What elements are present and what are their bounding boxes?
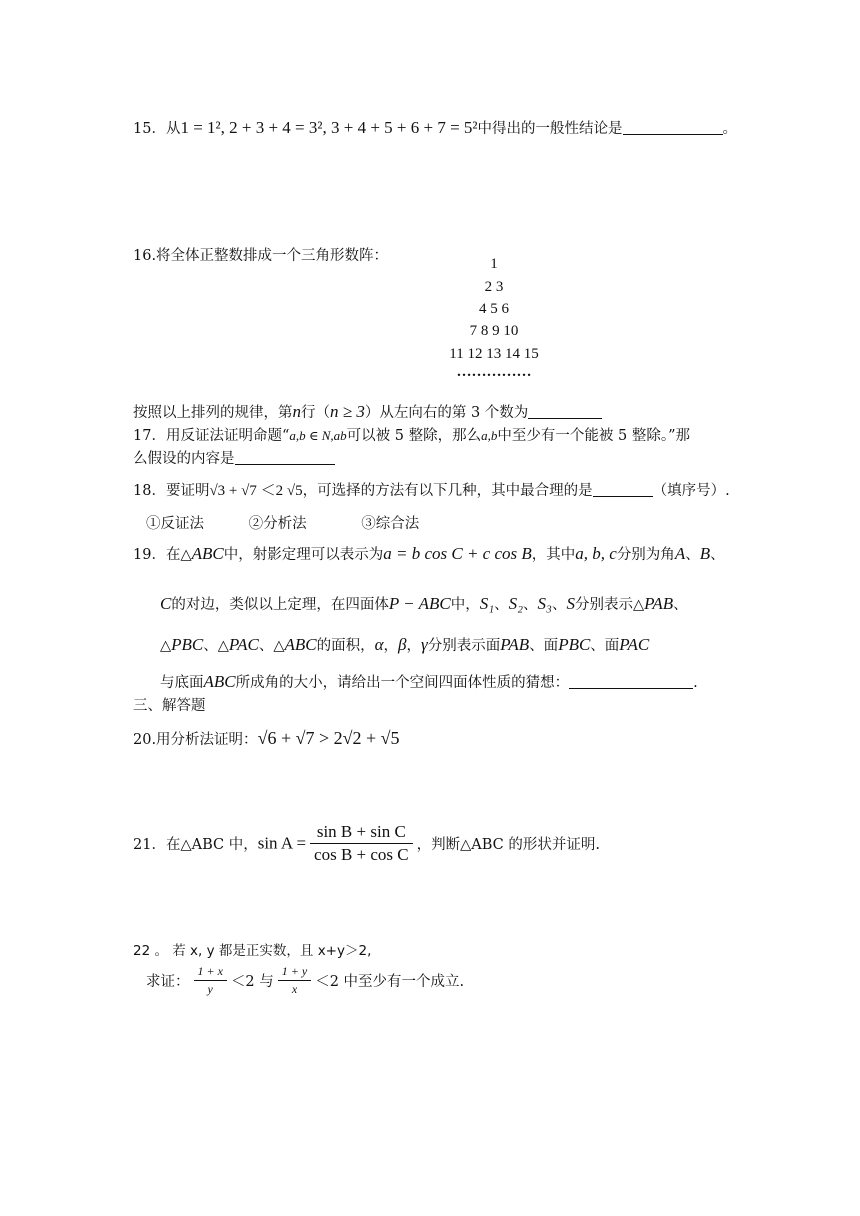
q16-question: [133, 401, 602, 422]
q15-prefix: 从: [165, 121, 181, 137]
q22-f2-num: 1 + y: [278, 964, 311, 981]
q19-line4: [160, 671, 698, 692]
q17-text-a: 17．用反证法证明命题“: [133, 428, 290, 444]
q22-fraction-2: [278, 964, 311, 997]
q19-m: α: [374, 635, 384, 654]
q19-t: 中，射影定理可以表示为: [223, 547, 384, 563]
q16-desc-a: 按照以上排列的规律，第: [133, 405, 293, 421]
q19-line1: [133, 543, 725, 564]
q22-text-c: ＜2 中至少有一个成立.: [315, 974, 465, 990]
q17-line1: [133, 424, 690, 445]
q19-answer-blank[interactable]: [569, 674, 693, 689]
q19-t: 分别为角: [616, 547, 675, 563]
q21-text-a: 21．在△ABC 中，: [133, 837, 258, 853]
q19-t: △: [160, 638, 172, 654]
q17-line2: [133, 447, 335, 468]
q19-t: .: [693, 675, 698, 691]
q19-t: 、: [673, 597, 688, 613]
q21-lhs: sin A =: [257, 833, 307, 853]
q19-t: 的对边，类似以上定理，在四面体: [171, 597, 389, 613]
q19-m: ABC: [284, 635, 317, 654]
q19-t: 与底面: [160, 675, 204, 691]
q21-numerator: sin B + sin C: [310, 822, 413, 844]
q18-text-c: （填序号）.: [652, 483, 730, 499]
triangle-row: 11 12 13 14 15: [449, 346, 539, 362]
q22-f1-num: 1 + x: [194, 964, 227, 981]
q19-t: ，: [383, 638, 399, 654]
q19-line3: [160, 634, 649, 655]
triangle-row: 2 3: [484, 279, 504, 295]
q19-m: S₃: [537, 594, 552, 613]
q19-t: 、: [523, 597, 538, 613]
q19-t: 中，: [450, 597, 480, 613]
q19-m: PAB: [500, 635, 530, 654]
q19-t: 19．在△: [133, 547, 192, 563]
q19-m: PAC: [228, 635, 259, 654]
q19-m: ABC: [203, 672, 236, 691]
q22-line2: [146, 964, 464, 997]
q17-text-line2: 么假设的内容是: [133, 451, 235, 467]
q22-fraction-1: [194, 964, 227, 997]
q19-m: PAB: [644, 594, 674, 613]
q19-t: 、: [551, 597, 567, 613]
q19-t: 所成角的大小，请给出一个空间四面体性质的猜想：: [235, 675, 570, 691]
q21-denominator: cos B + cos C: [314, 845, 409, 864]
q18-line: [133, 479, 730, 500]
q19-m: S₂: [508, 594, 524, 613]
q21-line: [133, 822, 600, 865]
q17-answer-blank[interactable]: [235, 450, 335, 465]
q19-t: 的面积，: [316, 638, 375, 654]
q19-t: 、△: [258, 638, 285, 654]
q19-t: 分别表示面: [427, 638, 501, 654]
q17-math-a: a,b ∈ N,ab: [289, 428, 347, 443]
q19-m: PAC: [619, 635, 650, 654]
q19-m: P − ABC: [388, 594, 451, 613]
q19-t: 、△: [203, 638, 229, 654]
q19-m: S: [566, 594, 575, 613]
q19-t: 、: [494, 597, 509, 613]
q21-fraction: [310, 822, 413, 865]
q22-f2-den: x: [291, 982, 298, 996]
q15-number: 15．: [133, 121, 166, 137]
q18-option-2: ②分析法: [248, 516, 307, 532]
q20-math: √6 + √7 > 2√2 + √5: [257, 728, 400, 748]
q18-answer-blank[interactable]: [593, 482, 653, 497]
q15-answer-blank[interactable]: [623, 120, 723, 135]
q18-option-3: ③综合法: [361, 516, 420, 532]
q16-condition: n ≥ 3: [330, 402, 365, 421]
q19-m: γ: [421, 635, 428, 654]
q22-text-b: ＜2 与: [230, 974, 274, 990]
q18-option-1: ①反证法: [146, 516, 204, 532]
q19-m: a = b cos C + c cos B: [383, 544, 532, 563]
q19-t: ，其中: [531, 547, 576, 563]
q17-math-b: a,b: [481, 428, 498, 443]
q19-t: ，: [406, 638, 422, 654]
q19-m: a, b, c: [575, 544, 617, 563]
q18-text-a: 18．要证明: [133, 483, 210, 499]
triangle-row: 1: [490, 256, 498, 272]
triangle-ellipsis: ……………: [456, 364, 532, 380]
q20-text: 20.用分析法证明：: [133, 732, 258, 748]
section-heading: 三、解答题: [133, 698, 206, 714]
q19-m: B: [699, 544, 711, 563]
question-15: [133, 117, 737, 138]
q16-desc-b: 行（: [301, 405, 330, 421]
q19-line2: [160, 593, 688, 614]
q19-m: S₁: [479, 594, 495, 613]
triangle-row: 7 8 9 10: [469, 323, 519, 339]
q21-text-b: ，判断△ABC 的形状并证明.: [416, 837, 600, 853]
q19-t: 、面: [529, 638, 559, 654]
q19-t: 、: [710, 547, 725, 563]
q16-intro: 16.将全体正整数排成一个三角形数阵：: [133, 248, 389, 264]
q22-f1-den: y: [207, 982, 213, 996]
q19-m: A: [674, 544, 686, 563]
q19-m: PBC: [558, 635, 591, 654]
q17-text-b: 可以被 5 整除，那么: [346, 428, 482, 444]
q19-t: 、: [685, 547, 700, 563]
q19-t: 分别表示△: [574, 597, 645, 613]
q18-math: √3 + √7 ＜2 √5: [209, 483, 303, 499]
q16-answer-blank[interactable]: [528, 404, 602, 419]
q15-suffix: 中得出的一般性结论是: [477, 121, 623, 137]
q16-desc-c: ）从左向右的第 3 个数为: [364, 405, 529, 421]
q19-m: PBC: [171, 635, 204, 654]
q22-text-a: 求证：: [146, 974, 190, 990]
q17-text-c: 中至少有一个能被 5 整除。”那: [497, 428, 690, 444]
q20-line: [133, 728, 400, 749]
q22-line1: 22 。 若 x, y 都是正实数，且 x+y＞2,: [133, 943, 372, 959]
q19-t: 、面: [590, 638, 620, 654]
q19-m: C: [160, 594, 172, 613]
q18-options: [146, 512, 419, 533]
q15-end: 。: [722, 121, 738, 137]
q15-formula: 1 = 1², 2 + 3 + 4 = 3², 3 + 4 + 5 + 6 + 7 = 5²: [180, 118, 478, 137]
q19-m: β: [398, 635, 407, 654]
q18-text-b: ，可选择的方法有以下几种，其中最合理的是: [302, 483, 593, 499]
triangle-row: 4 5 6: [479, 301, 509, 317]
q19-m: ABC: [191, 544, 224, 563]
q16-n: n: [292, 402, 301, 421]
